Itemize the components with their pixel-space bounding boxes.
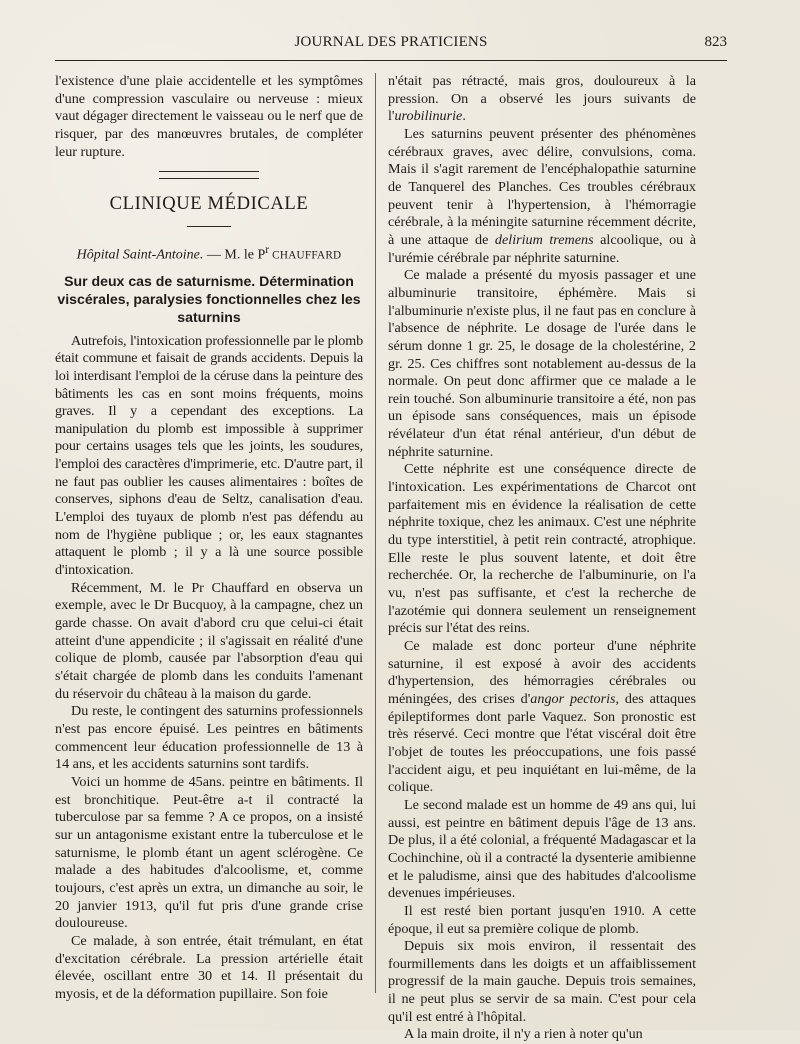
section-short-rule	[187, 226, 231, 227]
hospital-text: — M. le P	[203, 247, 266, 263]
paragraph-porteur-text: Ce malade est donc porteur d'une néphrite saturnine, il est exposé à avoir des accidents d'hypertension, des hémorragies cérébrales ou méningées, des crises d'	[388, 638, 696, 707]
paragraph-main-droite: A la main droite, il n'y a rien à noter qu'un	[404, 1026, 643, 1043]
paragraph-saturnins-end: alcoolique, ou à l'urémie cérébrale par néphrite saturnine.	[388, 231, 696, 266]
right-column	[388, 73, 696, 1043]
paragraph-continuation-text: n'était pas rétracté, mais gros, douloureux à la pression. On a observé les jours suivants de l'	[388, 73, 696, 125]
professor-superscript: r	[265, 243, 270, 257]
author-name: CHAUFFARD	[269, 249, 342, 262]
page-number: 823	[704, 34, 727, 50]
delirium-term: delirium tremens	[494, 231, 594, 248]
paragraph-porteur-end: , des attaques épileptiformes dont parle Vaquez. Son pronostic est très réservé. Ceci montre que l'état viscéral doit être l'objet de toutes les préoccupations, une fois passé l'accident aigu, et peu inquiétant en lui-même, de la colique.	[388, 690, 696, 796]
paragraph-porteur	[388, 638, 696, 797]
hospital-line	[55, 241, 363, 265]
paragraph-saturnins-text: Les saturnins peuvent présenter des phénomènes cérébraux graves, avec délire, convulsions, coma. Mais il s'agit rarement de l'encéphalopathie saturnine de Tanquerel des Planches. Ces troubles cérébraux peuvent tenir à l'hypertension, à l'hémorragie cérébrale, à la méningite saturnine récemment décrite, à une attaque de	[388, 125, 696, 248]
paragraph-recemment: Récemment, M. le Pr Chauffard en observa un exemple, avec le Dr Bucquoy, à la campagne, chez un garde chasse. On avait d'abord cru que celui-ci était atteint d'une appendicite ; il s'agissait en réalité d'une colique de plomb, causée par l'absorption d'eau qui s'était chargée de plomb dans les conduits l'amenant du réservoir du château à la maison du garde.	[55, 579, 363, 702]
paragraph-continuation	[388, 73, 696, 126]
section-double-rule	[159, 171, 259, 179]
angor-term: angor pectoris	[530, 690, 616, 707]
paragraph-continuation-end: .	[462, 108, 466, 125]
section-title: CLINIQUE MÉDICALE	[109, 193, 309, 215]
paragraph-ce-malade-entree: Ce malade, à son entrée, était trémulant, en état d'excitation cérébrale. La pression artérielle était élevée, oscillant entre 30 et 14. Il présentait du myosis, et de la déformation pupillaire. Son foie	[55, 932, 363, 1002]
urobilinurie-term: urobilinurie	[394, 108, 463, 125]
paragraph-saturnins	[388, 126, 696, 267]
running-head	[55, 34, 727, 61]
intro-paragraph: l'existence d'une plaie accidentelle et les symptômes d'une compression vasculaire ou nerveuse : mieux vaut dégager directement le vaisseau ou le nerf que de risquer, par des manœuvres brutales, de compléter leur rupture.	[55, 73, 363, 160]
journal-title: JOURNAL DES PRATICIENS	[294, 34, 488, 50]
left-column	[55, 73, 363, 1002]
two-column-text	[55, 73, 727, 1043]
hospital-name: Hôpital Saint-Antoine.	[76, 247, 204, 263]
paragraph-autrefois: Autrefois, l'intoxication professionnelle par le plomb était commune et faisait de grands accidents. Depuis la loi interdisant l'emploi de la céruse dans la peinture des bâtiments les cas en sont moins fréquents, moins graves. Il y a cependant des exceptions. La manipulation du plomb est impossible à supprimer pour certains usages tels que les joints, les soudures, l'emploi des caractères d'imprimerie, etc. D'autre part, il ne faut pas oublier les causes alimentaires : boîtes de conserves, siphons d'eau de Seltz, canalisation d'eau. L'emploi des tuyaux de plomb n'est pas défendu au nom de l'hygiène publique ; or, les eaux stagnantes attaquent le plomb ; il y a là une source possible d'intoxication.	[55, 332, 363, 579]
paragraph-du-reste: Du reste, le contingent des saturnins professionnels n'est pas encore épuisé. Les peintres en bâtiments commencent leur éducation professionnelle de 13 à 14 ans, et les accidents saturnins sont tardifs.	[55, 703, 363, 773]
paragraph-1910: Il est resté bien portant jusqu'en 1910. A cette époque, il eut sa première colique de plomb.	[388, 902, 696, 937]
paragraph-nephrite: Cette néphrite est une conséquence directe de l'intoxication. Les expérimentations de Charcot ont parfaitement mis en évidence la réalisation de cette néphrite toxique, chez les animaux. C'est une néphrite du type interstitiel, à petit rein contracté, atrophique. Elle reste le plus souvent latente, et doit être recherchée. Or, la recherche de l'albuminurie, on l'a vu, n'est pas suffisante, et c'est la recherche de l'azotémie qui donnera seulement un renseignement précis sur l'état des reins.	[388, 461, 696, 637]
paragraph-voici-un-homme: Voici un homme de 45ans. peintre en bâtiments. Il est bronchitique. Peut-être a-t il contracté la tuberculose par sa femme ? A ce propos, on a insisté sur un antagonisme existant entre la tuberculose et le saturnisme, le plomb étant un agent sclérogène. Ce malade a des habitudes d'alcoolisme, et, comme toujours, c'est après un extra, un dimanche au soir, le 20 janvier 1913, qu'il fut pris d'une grande crise douloureuse.	[55, 773, 363, 932]
paragraph-six-mois: Depuis six mois environ, il ressentait des fourmillements dans les doigts et un affaiblissement progressif de la main gauche. Depuis trois semaines, il ne peut plus se servir de sa main. C'est pour cela qu'il est entré à l'hôpital.	[388, 938, 696, 1025]
paragraph-myosis: Ce malade a présenté du myosis passager et une albuminurie transitoire, éphémère. Mais si l'albuminurie n'existe plus, il ne faut pas en conclure à l'absence de néphrite. Le dosage de l'urée dans le sérum donne 1 gr. 25, le dosage de la cholestérine, 2 gr. 25. Ces chiffres sont notablement au-dessus de la normale. On peut donc affirmer que ce malade a le rein touché. Son albuminurie transitoire a été, non pas un épisode sans conséquences, mais un épisode révélateur d'un état rénal antérieur, d'un début de néphrite saturnine.	[388, 267, 696, 460]
column-divider	[375, 73, 376, 993]
paragraph-second-malade: Le second malade est un homme de 49 ans qui, lui aussi, est peintre en bâtiment depuis l'âge de 13 ans. De plus, il a été colonial, a fréquenté Madagascar et la Cochinchine, où il a contracté la dysenterie amibienne et le paludisme, ainsi que des habitudes d'alcoolisme devenues impérieuses.	[388, 796, 696, 902]
article-title: Sur deux cas de saturnisme. Détermination viscérales, paralysies fonctionnelles chez les saturnins	[57, 272, 361, 326]
